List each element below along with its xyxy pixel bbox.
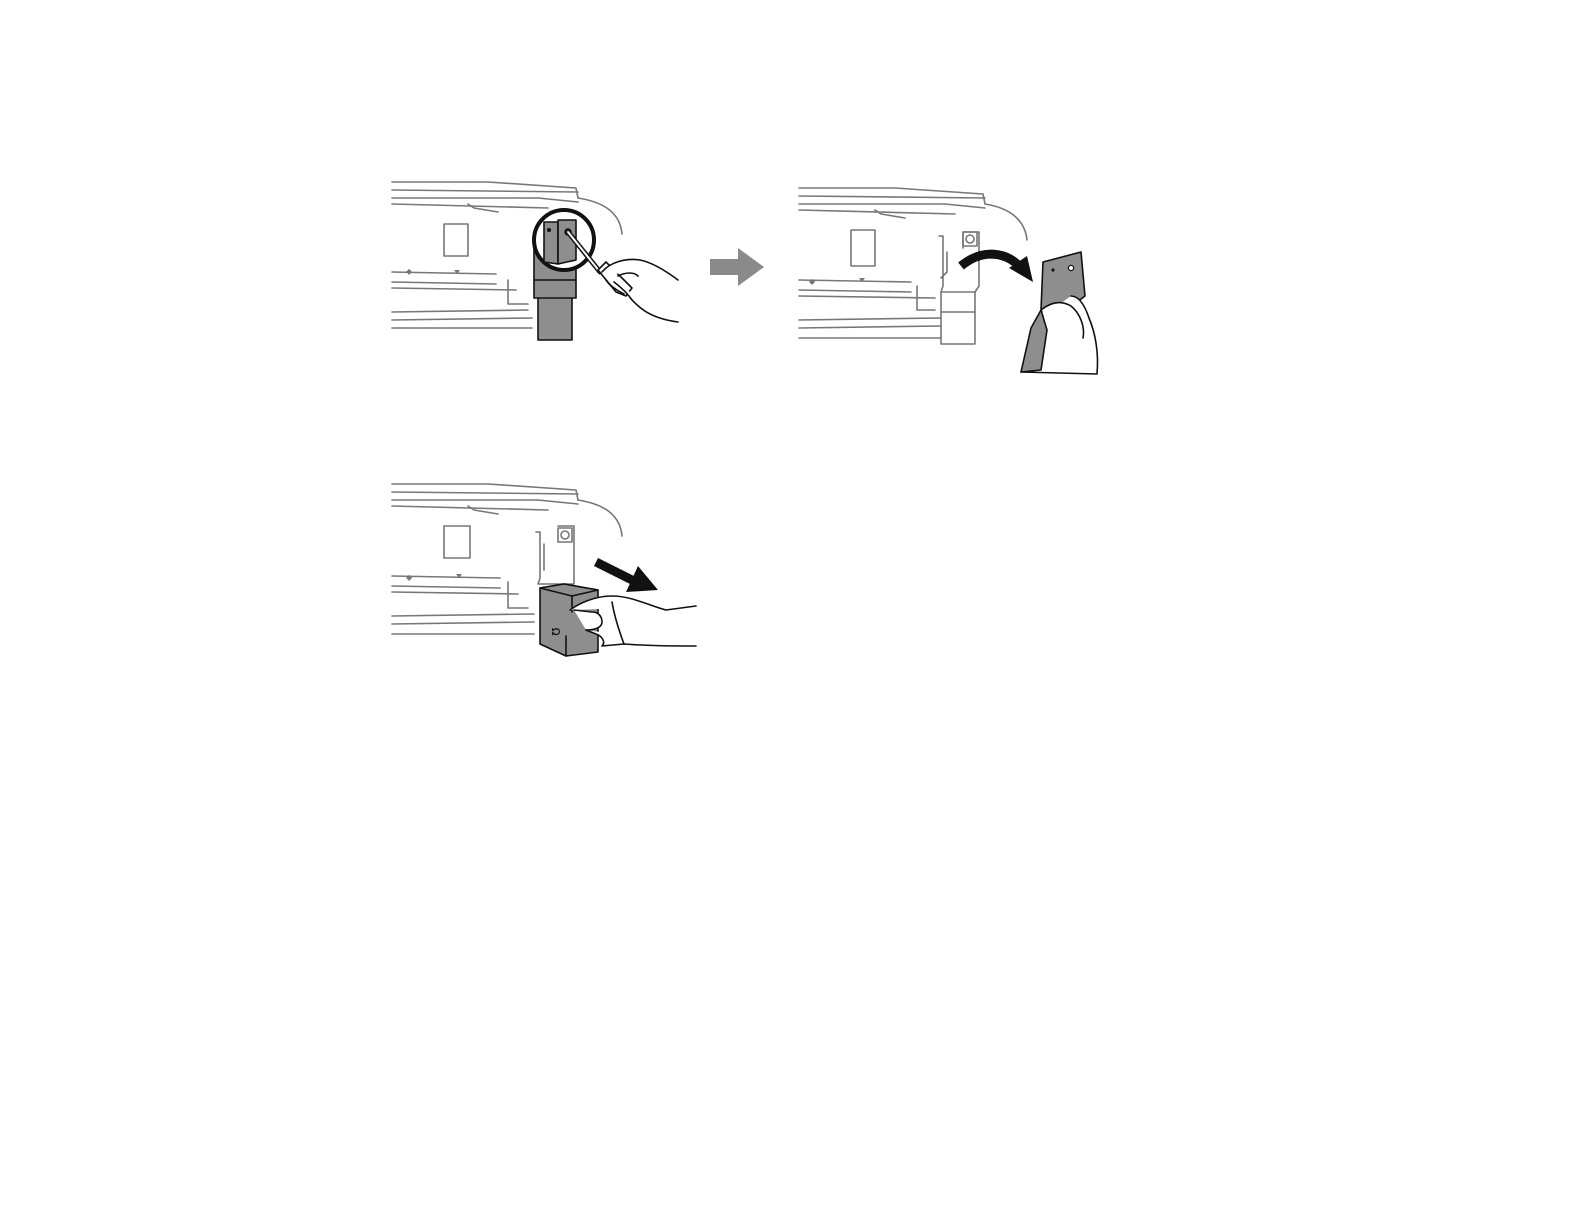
printer-pull-maintenance-box-illustration [388, 478, 708, 664]
svg-text:◆: ◆ [406, 573, 413, 582]
step-arrow-icon [708, 246, 768, 288]
printer-remove-cover-illustration [795, 182, 1115, 378]
svg-text:ʊ: ʊ [548, 627, 564, 636]
svg-text:◆: ◆ [406, 267, 413, 276]
svg-text:◆: ◆ [809, 277, 816, 286]
printer-remove-cover-screw-illustration [388, 176, 688, 346]
